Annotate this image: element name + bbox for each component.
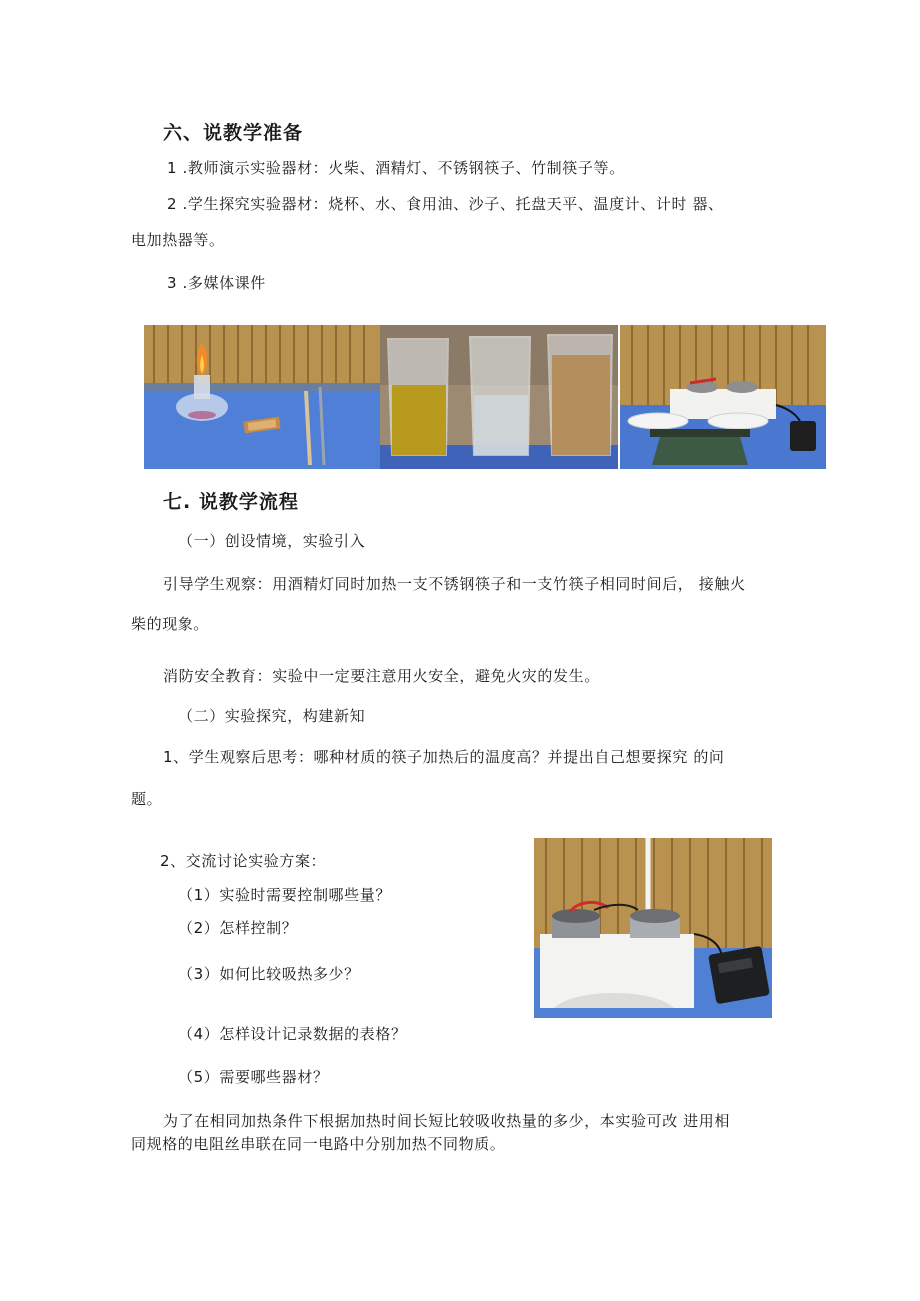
photo-beakers [380, 325, 618, 469]
question2-heading: 2、交流讨论实验方案： [160, 852, 327, 870]
prep-item-2-line2: 电加热器等。 [131, 231, 225, 249]
section-seven-title: 七. 说教学流程 [163, 491, 299, 513]
sub-question-3: （3）如何比较吸热多少？ [178, 965, 360, 983]
part1-para-line2: 柴的现象。 [131, 615, 210, 633]
final-para-line1: 为了在相同加热条件下根据加热时间长短比较吸收热量的多少，本实验可改 进用相 [163, 1112, 730, 1130]
sub-question-5: （5）需要哪些器材？ [178, 1068, 329, 1086]
sub-question-1: （1）实验时需要控制哪些量？ [178, 886, 391, 904]
photo-heating-apparatus [534, 838, 772, 1018]
question1-line2: 题。 [131, 790, 163, 808]
part1-para-line1: 引导学生观察：用酒精灯同时加热一支不锈钢筷子和一支竹筷子相同时间后， 接触火 [163, 575, 746, 593]
prep-item-2-line1: 2 .学生探究实验器材：烧杯、水、食用油、沙子、托盘天平、温度计、计时 器、 [167, 195, 724, 213]
part1-heading: （一）创设情境，实验引入 [178, 532, 366, 550]
prep-item-1: 1 .教师演示实验器材：火柴、酒精灯、不锈钢筷子、竹制筷子等。 [167, 159, 625, 177]
part2-heading: （二）实验探究，构建新知 [178, 707, 366, 725]
sub-question-4: （4）怎样设计记录数据的表格？ [178, 1025, 407, 1043]
question1-line1: 1、学生观察后思考：哪种材质的筷子加热后的温度高？并提出自己想要探究 的问 [163, 748, 725, 766]
final-para-line2: 同规格的电阻丝串联在同一电路中分别加热不同物质。 [131, 1135, 506, 1153]
sub-question-2: （2）怎样控制？ [178, 919, 298, 937]
photo-balance [620, 325, 826, 469]
prep-item-3: 3 .多媒体课件 [167, 274, 266, 292]
section-six-title: 六、说教学准备 [163, 122, 304, 144]
photo-alcohol-lamp [144, 325, 380, 469]
safety-education: 消防安全教育：实验中一定要注意用火安全，避免火灾的发生。 [163, 667, 600, 685]
